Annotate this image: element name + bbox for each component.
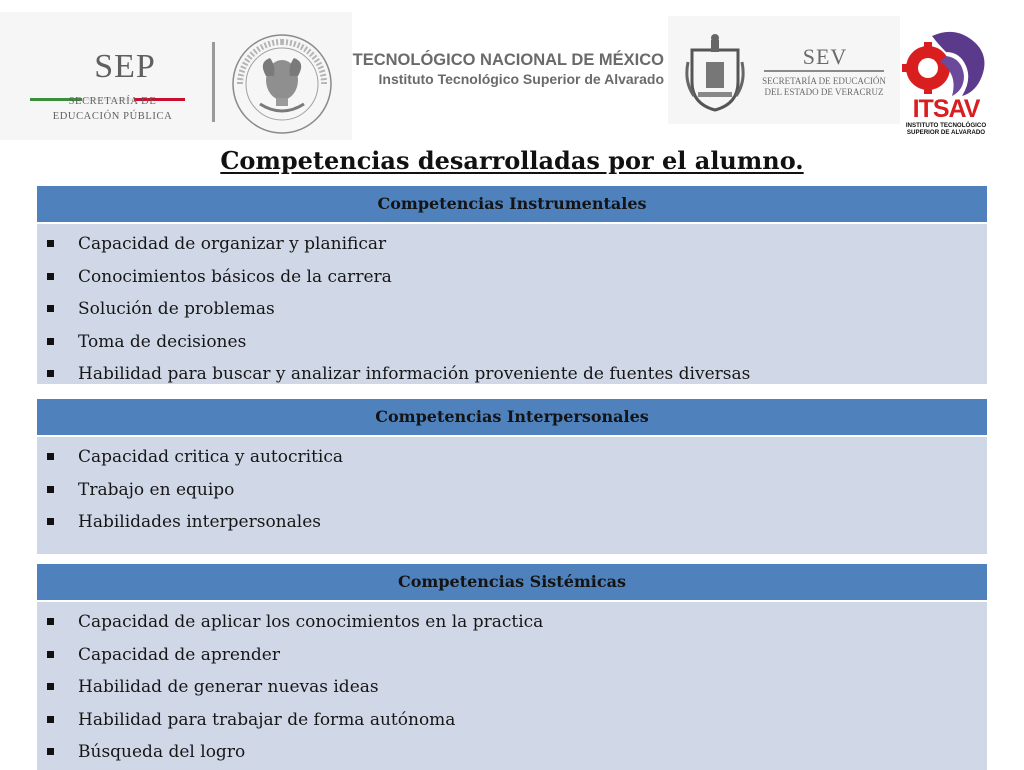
list-item-text: Capacidad de aplicar los conocimientos en la practica bbox=[78, 612, 544, 632]
list-item-text: Habilidades interpersonales bbox=[78, 512, 321, 532]
list-item-text: Habilidad para buscar y analizar información proveniente de fuentes diversas bbox=[78, 364, 751, 384]
square-bullet-icon bbox=[47, 453, 54, 460]
section-heading: Competencias Interpersonales bbox=[37, 399, 987, 435]
square-bullet-icon bbox=[47, 518, 54, 525]
veracruz-shield-icon bbox=[684, 32, 746, 112]
tecnm-line2: Instituto Tecnológico Superior de Alvarado bbox=[378, 71, 664, 87]
header-logos bbox=[0, 0, 1024, 140]
sep-subtitle-line2: EDUCACIÓN PÚBLICA bbox=[52, 111, 173, 122]
list-item-text: Habilidad para trabajar de forma autónoma bbox=[78, 709, 456, 730]
list-item bbox=[37, 671, 987, 704]
list-item bbox=[37, 441, 987, 474]
list-item-text: Trabajo en equipo bbox=[78, 479, 235, 500]
sev-acronym: SEV bbox=[802, 44, 848, 69]
square-bullet-icon bbox=[47, 305, 54, 312]
list-item-text: Toma de decisiones bbox=[78, 331, 247, 352]
tecnm-logo-text bbox=[342, 50, 664, 88]
mexican-coat-of-arms-seal-icon bbox=[230, 32, 334, 136]
itsav-subtitle-line1: INSTITUTO TECNOLÓGICO bbox=[905, 122, 987, 129]
square-bullet-icon bbox=[47, 716, 54, 723]
sev-subtitle bbox=[760, 76, 888, 98]
sep-subtitle-line1: SECRETARÍA DE bbox=[68, 96, 157, 107]
itsav-subtitle-line2: SUPERIOR DE ALVARADO bbox=[906, 129, 986, 136]
list-item-text: Capacidad de aprender bbox=[78, 644, 280, 665]
square-bullet-icon bbox=[47, 618, 54, 625]
list-item-text: Capacidad critica y autocritica bbox=[78, 447, 344, 467]
sep-divider bbox=[212, 42, 215, 122]
sep-acronym: SEP bbox=[94, 48, 156, 85]
section-body bbox=[37, 437, 987, 554]
list-item bbox=[37, 606, 987, 639]
itsav-gear-icon bbox=[902, 30, 990, 100]
square-bullet-icon bbox=[47, 486, 54, 493]
list-item-text: Capacidad de organizar y planificar bbox=[78, 234, 387, 254]
section-interpersonales bbox=[37, 399, 987, 554]
square-bullet-icon bbox=[47, 240, 54, 247]
list-item bbox=[37, 293, 987, 326]
list-item bbox=[37, 326, 987, 359]
list-item bbox=[37, 358, 987, 391]
square-bullet-icon bbox=[47, 273, 54, 280]
square-bullet-icon bbox=[47, 338, 54, 345]
square-bullet-icon bbox=[47, 370, 54, 377]
list-item bbox=[37, 639, 987, 672]
list-item-text: Solución de problemas bbox=[78, 299, 275, 319]
section-heading: Competencias Instrumentales bbox=[37, 186, 987, 222]
sev-subtitle-line2: DEL ESTADO DE VERACRUZ bbox=[764, 87, 884, 97]
sep-subtitle bbox=[30, 94, 195, 124]
list-item bbox=[37, 261, 987, 294]
itsav-acronym: ITSAV bbox=[912, 95, 980, 123]
section-sistemicas bbox=[37, 564, 987, 770]
sep-tricolor-rule bbox=[30, 86, 192, 89]
sev-rule bbox=[764, 70, 884, 72]
list-item-text: Habilidad de generar nuevas ideas bbox=[78, 677, 379, 697]
list-item bbox=[37, 506, 987, 539]
section-body bbox=[37, 602, 987, 770]
list-item bbox=[37, 228, 987, 261]
section-body bbox=[37, 224, 987, 384]
square-bullet-icon bbox=[47, 748, 54, 755]
page-title: Competencias desarrolladas por el alumno. bbox=[220, 146, 804, 175]
list-item bbox=[37, 474, 987, 507]
tecnm-line1: TECNOLÓGICO NACIONAL DE MÉXICO bbox=[352, 51, 664, 69]
list-item bbox=[37, 736, 987, 769]
list-item-text: Búsqueda del logro bbox=[78, 742, 246, 762]
section-instrumentales bbox=[37, 186, 987, 384]
sev-subtitle-line1: SECRETARÍA DE EDUCACIÓN bbox=[762, 76, 886, 86]
list-item bbox=[37, 704, 987, 737]
section-heading: Competencias Sistémicas bbox=[37, 564, 987, 600]
list-item-text: Conocimientos básicos de la carrera bbox=[78, 266, 392, 287]
itsav-subtitle bbox=[898, 122, 994, 136]
square-bullet-icon bbox=[47, 683, 54, 690]
square-bullet-icon bbox=[47, 651, 54, 658]
